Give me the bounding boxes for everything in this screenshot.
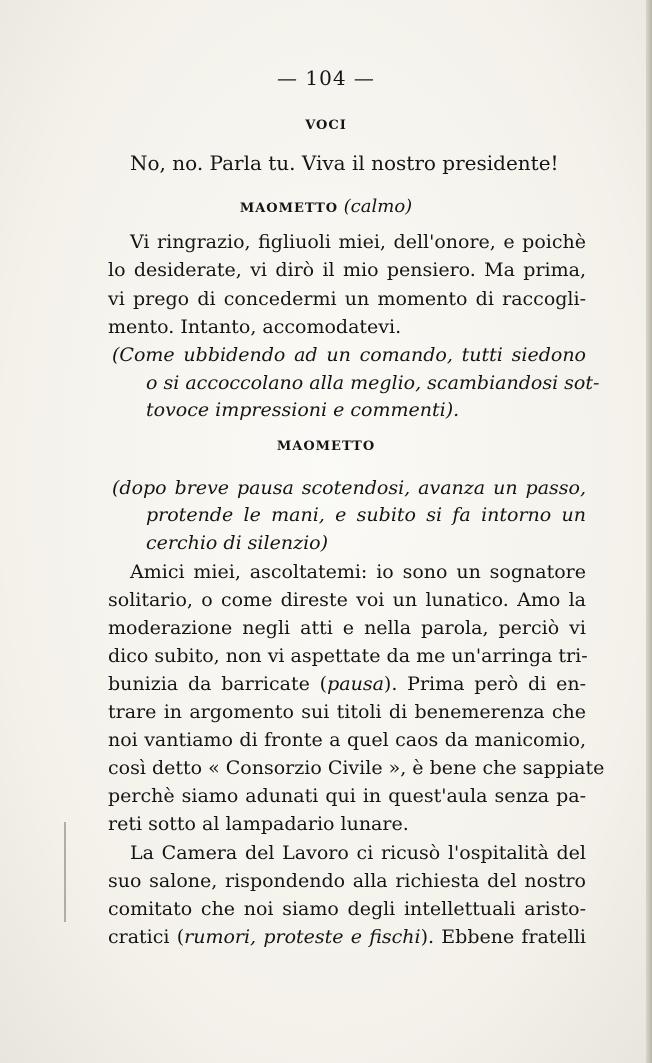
text-line: dico subito, non vi aspettate da me un'arringa tri- — [108, 645, 588, 667]
page-number: — 104 — — [277, 66, 375, 90]
text-line: mento. Intanto, accomodatevi. — [108, 316, 402, 338]
text-line: suo salone, rispondendo alla richiesta del nostro — [108, 870, 586, 892]
speaker-heading-maometto-calmo — [0, 196, 652, 217]
text-line: vi prego di concedermi un momento di raccogli- — [108, 288, 586, 310]
page-edge-shadow — [646, 0, 652, 1063]
text-line: moderazione negli atti e nella parola, perciò vi — [108, 617, 586, 639]
stage-direction: (calmo) — [343, 196, 413, 217]
stage-direction-line: (Come ubbidendo ad un comando, tutti siedono — [112, 344, 586, 366]
text-line: No, no. Parla tu. Viva il nostro presidente! — [130, 151, 559, 175]
text-line: comitato che noi siamo degli intellettuali aristo- — [108, 898, 586, 920]
text-line: noi vantiamo di fronte a quel caos da manicomio, — [108, 729, 586, 751]
text-line: reti sotto al lampadario lunare. — [108, 813, 409, 835]
speaker-heading-voci: VOCI — [305, 118, 347, 133]
text-line: cratici (rumori, proteste e fischi). Ebbene fratelli — [108, 926, 586, 948]
stage-direction-line: tovoce impressioni e commenti). — [146, 399, 460, 421]
margin-pencil-mark — [64, 822, 66, 922]
text-line: Vi ringrazio, figliuoli miei, dell'onore, e poichè — [130, 231, 586, 253]
stage-direction-line: o si accoccolano alla meglio, scambiandosi sot- — [146, 372, 600, 394]
text-line: solitario, o come direste voi un lunatico. Amo la — [108, 589, 586, 611]
text-line: perchè siamo adunati qui in quest'aula senza pa- — [108, 785, 586, 807]
text-line: così detto « Consorzio Civile », è bene che sappiate — [108, 757, 605, 779]
text-line: trare in argomento sui titoli di benemerenza che — [108, 701, 586, 723]
stage-direction-line: (dopo breve pausa scotendosi, avanza un passo, — [112, 477, 586, 499]
text-line: bunizia da barricate (pausa). Prima però di en- — [108, 673, 587, 695]
text-line: lo desiderate, vi dirò il mio pensiero. Ma prima, — [108, 259, 586, 281]
text-line: Amici miei, ascoltatemi: io sono un sognatore — [130, 561, 586, 583]
stage-direction-line: cerchio di silenzio) — [146, 532, 329, 554]
stage-direction-line: protende le mani, e subito si fa intorno un — [146, 504, 586, 526]
speaker-heading-maometto: MAOMETTO — [276, 439, 376, 454]
text-line: La Camera del Lavoro ci ricusò l'ospitalità del — [130, 842, 586, 864]
speaker-name: MAOMETTO — [239, 201, 339, 216]
